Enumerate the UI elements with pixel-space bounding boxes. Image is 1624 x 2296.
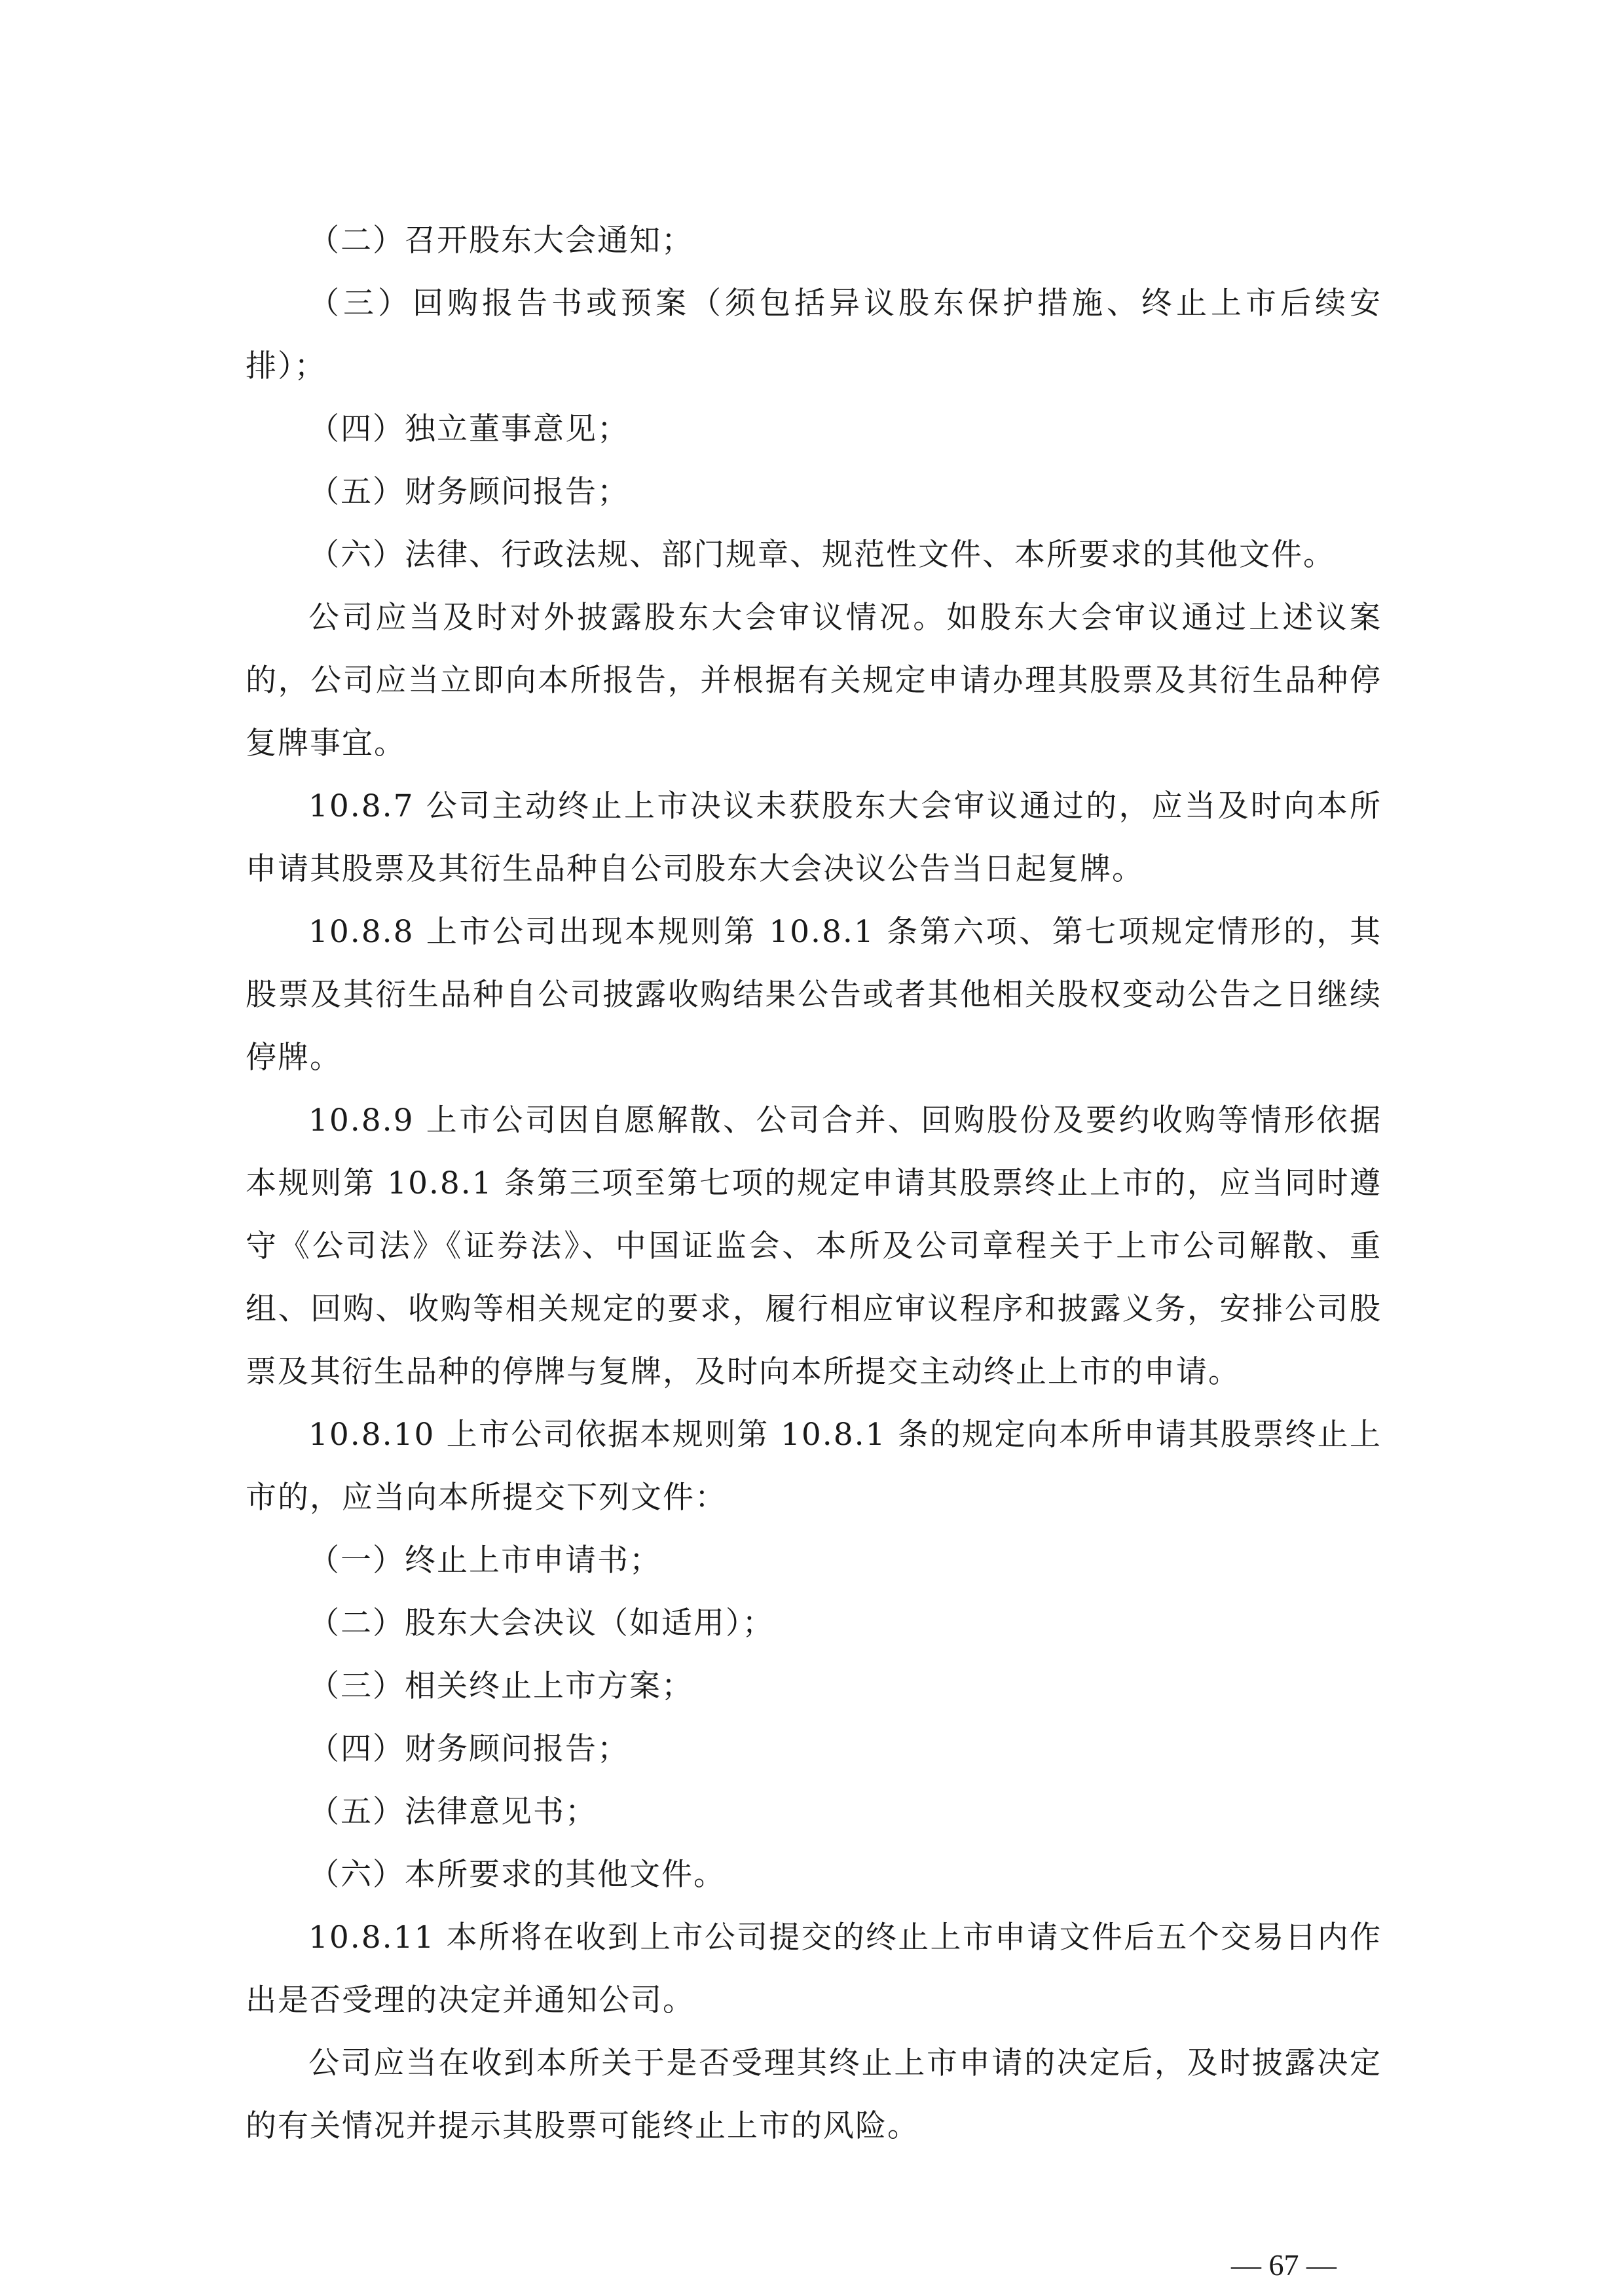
article-10-8-9: 10.8.9 上市公司因自愿解散、公司合并、回购股份及要约收购等情形依据本规则第 10.8.1 条第三项至第七项的规定申请其股票终止上市的，应当同时遵守《公司法》《证券法》、中国证监会、本所及公司章程关于上市公司解散、重组、回购、收购等相关规定的要求，履行相应审议程序和披露义务，安排公司股票及其衍生品种的停牌与复牌，及时向本所提交主动终止上市的申请。 bbox=[246, 1102, 1382, 1390]
list-item: （一）终止上市申请书； bbox=[308, 1542, 661, 1578]
document-body bbox=[246, 210, 1382, 2158]
list-item: （三）相关终止上市方案； bbox=[308, 1668, 693, 1704]
article-10-8-11: 10.8.11 本所将在收到上市公司提交的终止上市申请文件后五个交易日内作出是否受理的决定并通知公司。 bbox=[246, 1920, 1382, 2018]
list-item: （四）财务顾问报告； bbox=[308, 1731, 629, 1767]
article-10-8-8: 10.8.8 上市公司出现本规则第 10.8.1 条第六项、第七项规定情形的，其股票及其衍生品种自公司披露收购结果公告或者其他相关股权变动公告之日继续停牌。 bbox=[246, 914, 1382, 1076]
list-item: （五）财务顾问报告； bbox=[308, 474, 629, 510]
list-item: （六）本所要求的其他文件。 bbox=[308, 1857, 726, 1893]
list-item: （四）独立董事意见； bbox=[308, 411, 629, 447]
list-item: （三）回购报告书或预案（须包括异议股东保护措施、终止上市后续安排）； bbox=[246, 285, 1382, 384]
page-number: — 67 — bbox=[1231, 2248, 1337, 2282]
paragraph: 公司应当在收到本所关于是否受理其终止上市申请的决定后，及时披露决定的有关情况并提示其股票可能终止上市的风险。 bbox=[246, 2045, 1382, 2144]
article-10-8-10: 10.8.10 上市公司依据本规则第 10.8.1 条的规定向本所申请其股票终止上市的，应当向本所提交下列文件： bbox=[246, 1417, 1382, 1516]
list-item: （五）法律意见书； bbox=[308, 1794, 597, 1830]
article-10-8-7: 10.8.7 公司主动终止上市决议未获股东大会审议通过的，应当及时向本所申请其股票及其衍生品种自公司股东大会决议公告当日起复牌。 bbox=[246, 788, 1382, 887]
list-item: （六）法律、行政法规、部门规章、规范性文件、本所要求的其他文件。 bbox=[308, 537, 1335, 573]
list-item: （二）召开股东大会通知； bbox=[308, 223, 693, 259]
paragraph: 公司应当及时对外披露股东大会审议情况。如股东大会审议通过上述议案的，公司应当立即向本所报告，并根据有关规定申请办理其股票及其衍生品种停复牌事宜。 bbox=[246, 600, 1382, 761]
list-item: （二）股东大会决议（如适用）； bbox=[308, 1605, 775, 1641]
